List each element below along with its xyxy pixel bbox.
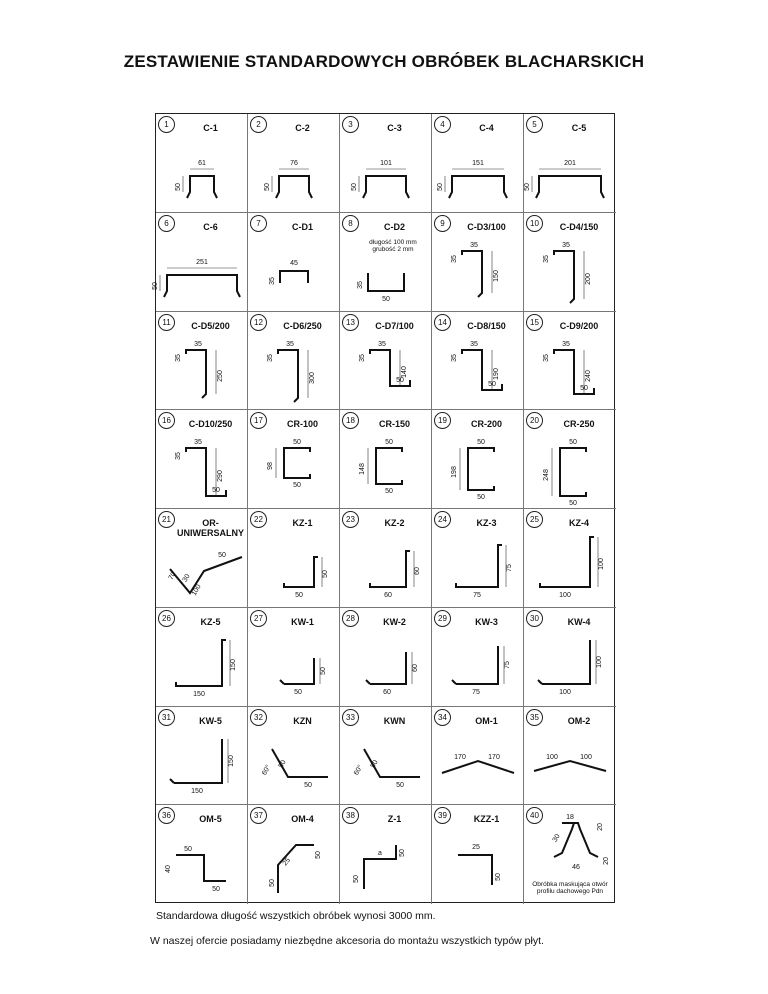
- profile-name: C-1: [203, 123, 218, 133]
- dimension-label: 50: [315, 851, 322, 860]
- profile-shape: [186, 350, 206, 398]
- profile-shape: [280, 680, 284, 684]
- profile-shape: [176, 855, 226, 881]
- profile-cell: [156, 509, 248, 608]
- item-number: 15: [526, 314, 543, 331]
- item-number: 27: [250, 610, 267, 627]
- dimension-label: 200: [585, 272, 592, 285]
- dimension-label: 50: [580, 384, 588, 392]
- profile-name: KZ-2: [384, 518, 405, 528]
- profile-cell: [524, 509, 616, 608]
- profiles-table: [152, 113, 615, 903]
- dimension-label: 35: [470, 241, 478, 249]
- profile-cell: [524, 805, 616, 904]
- dimension-label: 50: [351, 183, 358, 191]
- dimension-label: 50: [277, 758, 288, 769]
- footer-note-accessories: W naszej ofercie posiadamy niezbędne akcesoria do montażu wszystkich typów płyt.: [150, 935, 544, 947]
- dimension-label: 40: [165, 865, 172, 874]
- dimension-label: 60: [383, 688, 391, 696]
- profile-shape: [376, 448, 402, 484]
- profile-name: C-D3/100: [467, 221, 506, 232]
- dimension-label: 25: [472, 844, 480, 852]
- dimension-label: 50: [437, 183, 444, 191]
- profile-name: KW-1: [291, 616, 314, 627]
- profile-cell: [524, 213, 616, 312]
- profile-shape: [538, 680, 542, 684]
- item-number: 33: [342, 709, 359, 726]
- item-number: 16: [158, 412, 175, 429]
- profile-shape: [284, 658, 314, 684]
- profile-cell: [340, 707, 432, 806]
- profile-cell: [340, 509, 432, 608]
- dimension-label: 50: [293, 439, 301, 447]
- profile-shape: [187, 176, 217, 198]
- dimension-label: 50: [175, 183, 182, 191]
- dimension-label: 240: [585, 369, 592, 382]
- profile-shape: [542, 640, 590, 684]
- profile-cell: [524, 410, 616, 509]
- profile-cell: [524, 312, 616, 411]
- dimension-label: 300: [309, 371, 316, 384]
- dimension-label: 100: [190, 583, 203, 598]
- dimension-label: 151: [472, 160, 484, 167]
- dimension-label: 150: [193, 690, 205, 698]
- dimension-label: 50: [369, 758, 380, 769]
- profile-cell: [432, 410, 524, 509]
- profile-shape: [456, 545, 502, 587]
- dimension-label: 50: [152, 281, 159, 290]
- profile-cell: [248, 805, 340, 904]
- dimension-label: 60: [412, 663, 419, 672]
- dimension-label: 100: [580, 753, 592, 761]
- dimension-label: 150: [493, 269, 500, 282]
- profile-shape: [276, 176, 312, 198]
- dimension-label: 150: [228, 754, 235, 767]
- dimension-label: 35: [194, 340, 202, 348]
- item-number: 13: [342, 314, 359, 331]
- dimension-label: 60°: [261, 763, 273, 777]
- profile-shape: [452, 680, 456, 684]
- profile-shape: [278, 350, 298, 402]
- dimension-label: 100: [596, 655, 603, 668]
- dimension-label: 35: [562, 241, 570, 249]
- dimension-label: 30: [181, 573, 192, 584]
- profile-name: C-D4/150: [559, 221, 599, 232]
- dimension-label: 50: [382, 295, 390, 303]
- dimension-label: 76: [290, 160, 298, 167]
- profile-cell: [248, 410, 340, 509]
- dimension-label: 35: [451, 353, 458, 362]
- dimension-label: 50: [293, 482, 301, 490]
- dimension-label: 170: [454, 753, 466, 761]
- profile-cell: [248, 213, 340, 312]
- dimension-label: 50: [524, 183, 531, 191]
- item-number: 22: [250, 511, 267, 528]
- profile-shape: [170, 779, 174, 783]
- dimension-label: 35: [357, 280, 364, 289]
- profile-shape: [540, 537, 594, 587]
- profile-cell: [156, 707, 248, 806]
- item-number: 12: [250, 314, 267, 331]
- profile-shape: [536, 176, 604, 198]
- profile-note: Obróbka maskująca otwór profilu dachowego Pdn: [532, 881, 608, 896]
- dimension-label: 60°: [353, 763, 365, 777]
- item-number: 2: [250, 116, 267, 133]
- dimension-label: 198: [451, 466, 458, 479]
- item-number: 11: [158, 314, 175, 331]
- profile-cell: [248, 509, 340, 608]
- item-number: 6: [158, 215, 175, 232]
- item-number: 18: [342, 412, 359, 429]
- profile-cell: [524, 707, 616, 806]
- item-number: 29: [434, 610, 451, 627]
- item-number: 4: [434, 116, 451, 133]
- profile-name: C-D6/250: [283, 320, 322, 331]
- dimension-label: 20: [603, 857, 610, 866]
- item-number: 7: [250, 215, 267, 232]
- profile-cell: [524, 114, 616, 213]
- profile-shape: [370, 652, 406, 684]
- dimension-label: 290: [217, 470, 224, 483]
- profile-name: KZ-3: [476, 518, 497, 528]
- item-number: 34: [434, 709, 451, 726]
- dimension-label: 50: [322, 570, 329, 578]
- profile-cell: [340, 312, 432, 411]
- item-number: 28: [342, 610, 359, 627]
- profile-cell: [432, 608, 524, 707]
- profile-cell: [432, 509, 524, 608]
- profile-cell: [432, 213, 524, 312]
- profile-name: C-5: [571, 123, 587, 133]
- dimension-label: 50: [264, 183, 271, 191]
- dimension-label: 60: [414, 567, 421, 575]
- profile-cell: [248, 707, 340, 806]
- dimension-label: 20: [597, 823, 604, 832]
- profile-name: KW-4: [567, 616, 591, 627]
- item-number: 8: [342, 215, 359, 232]
- dimension-label: 100: [598, 558, 605, 570]
- dimension-label: 35: [451, 254, 458, 263]
- profile-shape: [458, 855, 492, 885]
- dimension-label: 140: [401, 365, 408, 378]
- profile-shape: [560, 448, 586, 496]
- profile-cell: [152, 213, 248, 312]
- dimension-label: 50: [495, 873, 502, 882]
- dimension-label: 35: [175, 353, 182, 362]
- profile-name: C-D5/200: [191, 320, 230, 331]
- item-number: 36: [158, 807, 175, 824]
- footer-note-length: Standardowa długość wszystkich obróbek wynosi 3000 mm.: [156, 910, 436, 922]
- dimension-label: 75: [504, 660, 511, 669]
- profile-shape: [284, 557, 318, 587]
- profile-name: CR-250: [563, 419, 595, 430]
- item-number: 26: [158, 610, 175, 627]
- profile-shape: [370, 551, 410, 587]
- profile-name: Z-1: [387, 814, 402, 825]
- profile-shape: [164, 275, 240, 297]
- profile-shape: [278, 845, 314, 893]
- dimension-label: 46: [572, 864, 580, 872]
- profile-cell: [340, 410, 432, 509]
- profile-name: KZ-1: [292, 518, 313, 528]
- profile-cell: [340, 608, 432, 707]
- dimension-label: 50: [396, 781, 404, 789]
- dimension-label: 18: [566, 814, 574, 822]
- dimension-label: 50: [320, 666, 327, 675]
- profile-name: OR- UNIWERSALNY: [177, 518, 244, 538]
- profile-shape: [449, 176, 507, 198]
- dimension-label: 170: [488, 753, 500, 761]
- profile-name: C-4: [479, 123, 494, 133]
- dimension-label: 50: [396, 376, 404, 384]
- item-number: 19: [434, 412, 451, 429]
- dimension-label: 50: [385, 439, 393, 447]
- item-number: 17: [250, 412, 267, 429]
- profile-cell: [248, 608, 340, 707]
- dimension-label: 35: [543, 353, 550, 362]
- profile-name: OM-5: [199, 814, 222, 825]
- dimension-label: 30: [551, 833, 562, 844]
- dimension-label: 50: [212, 886, 220, 894]
- profile-name: C-D9/200: [559, 320, 599, 331]
- dimension-label: 101: [380, 160, 392, 167]
- profile-shape: [176, 640, 226, 686]
- profile-name: KZ-4: [569, 518, 589, 528]
- profile-shape: [468, 448, 494, 490]
- profile-name: KW-3: [475, 616, 498, 627]
- item-number: 1: [158, 116, 175, 133]
- profile-cell: [432, 707, 524, 806]
- profile-shape: [280, 271, 308, 283]
- dimension-label: 50: [569, 439, 577, 447]
- profile-name: C-D1: [291, 221, 313, 232]
- profile-cell: [248, 312, 340, 411]
- dimension-label: 50: [269, 879, 276, 888]
- dimension-label: 75: [472, 688, 480, 696]
- dimension-label: 50: [477, 494, 485, 502]
- dimension-label: 50: [295, 592, 303, 599]
- dimension-label: 35: [194, 439, 202, 447]
- profile-cell: [524, 608, 616, 707]
- profile-name: OM-4: [291, 814, 314, 825]
- item-number: 30: [526, 610, 543, 627]
- dimension-label: 60: [384, 592, 392, 599]
- item-number: 10: [526, 215, 543, 232]
- profile-cell: [340, 213, 432, 312]
- dimension-label: 35: [470, 340, 478, 348]
- dimension-label: 45: [290, 259, 298, 267]
- profile-name: C-D10/250: [188, 419, 233, 430]
- item-number: 40: [526, 807, 543, 824]
- profile-name: KZZ-1: [473, 814, 500, 825]
- dimension-label: a: [378, 850, 382, 858]
- dimension-label: 61: [198, 160, 206, 167]
- item-number: 25: [526, 511, 543, 528]
- dimension-label: 50: [385, 488, 393, 496]
- profile-cell: [156, 608, 248, 707]
- profile-shape: [534, 761, 606, 771]
- profile-name: C-2: [295, 123, 310, 133]
- profile-cell: [156, 410, 248, 509]
- dimension-label: 190: [493, 367, 500, 380]
- dimension-label: 98: [267, 462, 274, 471]
- dimension-label: 50: [399, 849, 406, 858]
- item-number: 35: [526, 709, 543, 726]
- item-number: 37: [250, 807, 267, 824]
- profile-name: C-D8/150: [467, 320, 506, 331]
- dimension-label: 100: [546, 753, 558, 761]
- profile-shape: [363, 176, 409, 198]
- dimension-label: 35: [267, 353, 274, 362]
- profile-shape: [366, 680, 370, 684]
- profile-name: CR-150: [378, 419, 410, 430]
- dimension-label: 35: [378, 340, 386, 348]
- profile-shape: [174, 739, 222, 783]
- item-number: 31: [158, 709, 175, 726]
- profile-shape: [554, 251, 574, 303]
- profile-shape: [551, 823, 598, 857]
- item-number: 9: [434, 215, 451, 232]
- item-number: 24: [434, 511, 451, 528]
- dimension-label: 201: [564, 160, 576, 167]
- profile-shape: [442, 761, 514, 773]
- dimension-label: 150: [191, 787, 203, 795]
- profile-cell: [248, 114, 340, 213]
- profile-name: CR-100: [286, 419, 318, 430]
- item-number: 38: [342, 807, 359, 824]
- dimension-label: 35: [269, 276, 276, 285]
- profile-name: C-6: [203, 221, 218, 232]
- item-number: 21: [158, 511, 175, 528]
- dimension-label: 75: [473, 592, 481, 599]
- profile-cell: [340, 805, 432, 904]
- profile-name: KWN: [383, 715, 406, 726]
- profile-shape: [462, 251, 482, 297]
- dimension-label: 50: [569, 500, 577, 508]
- profile-cell: [156, 805, 248, 904]
- profile-cell: [432, 312, 524, 411]
- dimension-label: 250: [217, 369, 224, 382]
- dimension-label: 100: [559, 592, 571, 599]
- item-number: 20: [526, 412, 543, 429]
- dimension-label: 50: [304, 781, 312, 789]
- profile-shape: [284, 448, 310, 478]
- profile-cell: [340, 114, 432, 213]
- profile-cell: [156, 312, 248, 411]
- dimension-label: 35: [562, 340, 570, 348]
- profile-shape: [167, 557, 242, 593]
- dimension-label: 50: [488, 380, 496, 388]
- profile-cell: [156, 114, 248, 213]
- profile-cell: [432, 114, 524, 213]
- dimension-label: 50: [294, 688, 302, 696]
- profile-shape: [456, 646, 498, 684]
- profile-name: C-D7/100: [375, 320, 414, 331]
- dimension-label: 50: [212, 487, 220, 495]
- profile-name: OM-2: [567, 715, 591, 726]
- dimension-label: 35: [543, 254, 550, 263]
- profile-name: KZ-5: [200, 616, 221, 627]
- item-number: 32: [250, 709, 267, 726]
- item-number: 3: [342, 116, 359, 133]
- dimension-label: 35: [286, 340, 294, 348]
- profile-name: C-D2: [383, 221, 405, 232]
- dimension-label: 35: [175, 452, 182, 461]
- dimension-label: 50: [477, 439, 485, 447]
- dimension-label: 50: [353, 875, 360, 884]
- profile-name: KW-5: [199, 715, 222, 726]
- dimension-label: 75: [506, 564, 513, 572]
- profile-name: KW-2: [383, 616, 406, 627]
- dimension-label: 148: [359, 463, 366, 476]
- dimension-label: 100: [559, 688, 571, 696]
- profile-note: długość 100 mm grubość 2 mm: [369, 238, 417, 253]
- item-number: 39: [434, 807, 451, 824]
- item-number: 5: [526, 116, 543, 133]
- page-title: ZESTAWIENIE STANDARDOWYCH OBRÓBEK BLACHARSKICH: [123, 52, 645, 71]
- dimension-label: 35: [359, 353, 366, 362]
- profile-name: CR-200: [470, 419, 502, 430]
- dimension-label: 50: [218, 552, 226, 559]
- item-number: 23: [342, 511, 359, 528]
- dimension-label: 251: [196, 258, 208, 266]
- profile-cell: [432, 805, 524, 904]
- profile-shape: [368, 273, 404, 291]
- profile-name: KZN: [293, 715, 312, 726]
- item-number: 14: [434, 314, 451, 331]
- dimension-label: 150: [230, 658, 237, 671]
- dimension-label: 248: [543, 469, 550, 482]
- dimension-label: 25: [281, 857, 293, 868]
- profile-name: OM-1: [475, 715, 498, 726]
- dimension-label: 70: [167, 571, 178, 582]
- dimension-label: 50: [184, 846, 192, 854]
- profile-name: C-3: [387, 123, 402, 133]
